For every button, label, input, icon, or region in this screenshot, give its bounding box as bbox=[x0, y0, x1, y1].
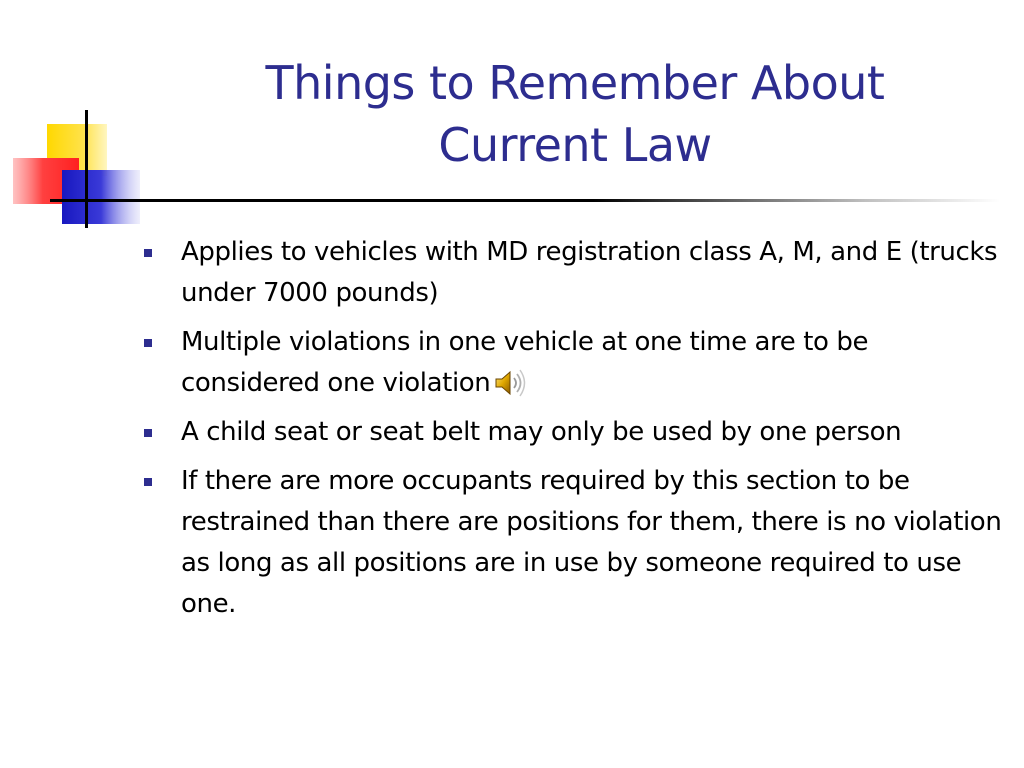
bullet-item bbox=[142, 232, 1004, 314]
bullet-text: Multiple violations in one vehicle at one time are to be considered one violation bbox=[181, 327, 869, 398]
slide-title: Things to Remember About Current Law bbox=[265, 56, 885, 172]
bullet-item bbox=[142, 412, 1004, 453]
vertical-rule bbox=[85, 110, 88, 228]
square-bullet-icon bbox=[144, 249, 152, 257]
blue-square bbox=[62, 170, 140, 224]
bullet-item bbox=[142, 461, 1004, 625]
square-bullet-icon bbox=[144, 339, 152, 347]
decorative-squares-graphic bbox=[0, 0, 160, 240]
bullet-item bbox=[142, 322, 1004, 404]
square-bullet-icon bbox=[144, 478, 152, 486]
bullet-list bbox=[142, 232, 1004, 633]
bullet-text: Applies to vehicles with MD registration class A, M, and E (trucks under 7000 pounds) bbox=[181, 237, 998, 308]
bullet-text: A child seat or seat belt may only be used by one person bbox=[181, 417, 902, 447]
speaker-icon[interactable] bbox=[493, 366, 527, 400]
bullet-text: If there are more occupants required by this section to be restrained than there are positions for them, there is no violation as long as all positions are in use by someone required to use one. bbox=[181, 466, 1002, 619]
horizontal-rule-short bbox=[50, 199, 100, 202]
title-underline bbox=[96, 199, 1000, 202]
square-bullet-icon bbox=[144, 429, 152, 437]
